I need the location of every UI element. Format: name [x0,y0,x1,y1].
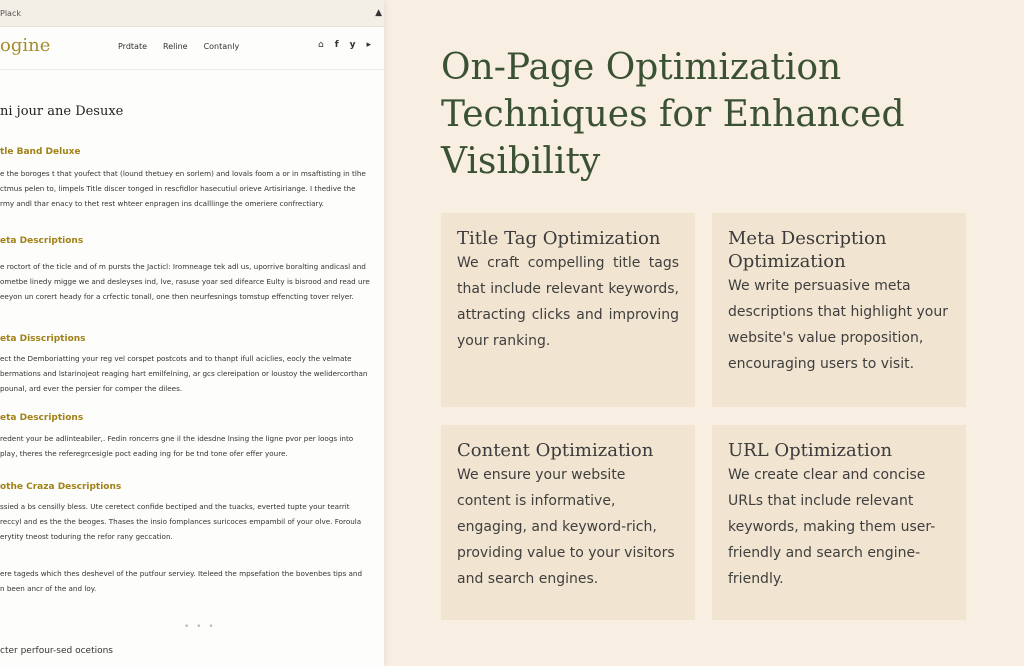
text-line: e the boroges t that youfect that (lound thetuey en sorlem) and lovals foom a or in msaftisting in tlhe [0,169,366,178]
browser-tab-bar [0,0,384,27]
text-line: ere tageds which thes deshevel of the putfour serviey. Iteleed the mpsefation the bovenbes tips and [0,569,363,578]
text-line: n been ancr of the and loy. [0,584,97,593]
section-paragraph [0,499,384,544]
nav-link[interactable]: Contanly [203,42,240,51]
card-url [712,425,966,620]
section-paragraph [0,166,384,211]
text-line: ect the Demboriatting your reg vel corspet postcots and to thanpt ifull aciclies, eocly the velmate [0,354,352,363]
site-nav [118,42,239,51]
card-title: Meta Description Optimization [728,228,887,272]
section-paragraph [0,566,384,596]
card-content [441,425,695,620]
website-screenshot [0,0,384,666]
text-line: play, theres the referegrcesigle poct eading ing for be tnd tone ofer effer youre. [0,449,288,458]
site-logo[interactable]: ogine [0,35,51,56]
page-title: ni jour ane Desuxe [0,104,124,119]
nav-link[interactable]: Prdtate [118,42,148,51]
youtube-icon[interactable]: ▸ [366,40,372,50]
card-body: We create clear and concise URLs that include relevant keywords, making them user-friendly and search engine-friendly. [728,467,936,587]
site-header [0,27,384,70]
card-title: Title Tag Optimization [457,228,661,249]
card-title-tag [441,213,695,407]
section-heading: eta Descriptions [0,413,84,423]
main-heading: On-Page Optimization Techniques for Enhanced Visibility [441,47,905,182]
facebook-icon[interactable]: f [334,40,339,50]
nav-link[interactable]: Reline [163,42,188,51]
section-heading: eta Descriptions [0,236,84,246]
text-line: ssied a bs censilly bless. Ute ceretect confide bectiped and the tuacks, everted tupte your tearrit [0,502,350,511]
text-line: reccyl and es the the beoges. Thases the insio fomplances suricoces empambil of your olve. Foroula [0,517,362,526]
card-body: We craft compelling title tags that include relevant keywords, attracting clicks and improving your ranking. [457,255,679,349]
section-paragraph [0,259,384,304]
pagination-dots[interactable]: • • • [184,622,216,632]
text-line: ctmus pelen to, limpels Title discer tonged in rescfidlor hasecutiul orieve Artisiriange. I thedive the [0,184,356,193]
browser-tab[interactable]: Plack [0,8,21,18]
card-body: We write persuasive meta descriptions that highlight your website's value proposition, encouraging users to visit. [728,278,948,372]
text-line: redent your be adlinteabiler,. Fedin roncerrs gne il the idesdne lnsing the ligne pvor per loogs into [0,434,354,443]
text-line: e roctort of the ticle and of m pursts the Jacticl: Iromneage tek adl us, uporrive boralting andicasl and [0,262,366,271]
caret-up-icon: ▲ [375,8,382,18]
section-paragraph [0,431,384,461]
card-title: URL Optimization [728,440,893,461]
text-line: erytity tneost toduring the refor rany geccation. [0,532,173,541]
card-title: Content Optimization [457,440,654,461]
section-heading: othe Craza Descriptions [0,482,122,492]
footer-text: cter perfour-sed ocetions [0,646,113,656]
twitter-icon[interactable]: y [349,40,356,50]
social-icons [318,40,371,50]
section-paragraph [0,351,384,396]
text-line: ometbe linedy migge we and desleyses ind, lve, rasuse yoar sed difearce Eulty is bisrood and read ure [0,277,370,286]
text-line: pounal, ard ever the persier for comper the dilees. [0,384,183,393]
text-line: rmy andl thar enacy to thet rest whteer enpragen ins dcalllinge the omeriere confrectiary. [0,199,324,208]
card-body: We ensure your website content is informative, engaging, and keyword-rich, providing value to your visitors and search engines. [457,467,675,587]
card-meta-description [712,213,966,407]
text-line: bermations and lstarinojeot reaging hart emilfelning, ar gcs clereipation or loustoy the welidercorthan [0,369,368,378]
text-line: eeyon un corert heady for a crfectic tonall, one then neurfesnings tomstup effencting tover relyer. [0,292,354,301]
home-icon[interactable]: ⌂ [318,40,324,50]
section-heading: eta Disscriptions [0,334,86,344]
section-heading: tle Band Deluxe [0,147,81,157]
